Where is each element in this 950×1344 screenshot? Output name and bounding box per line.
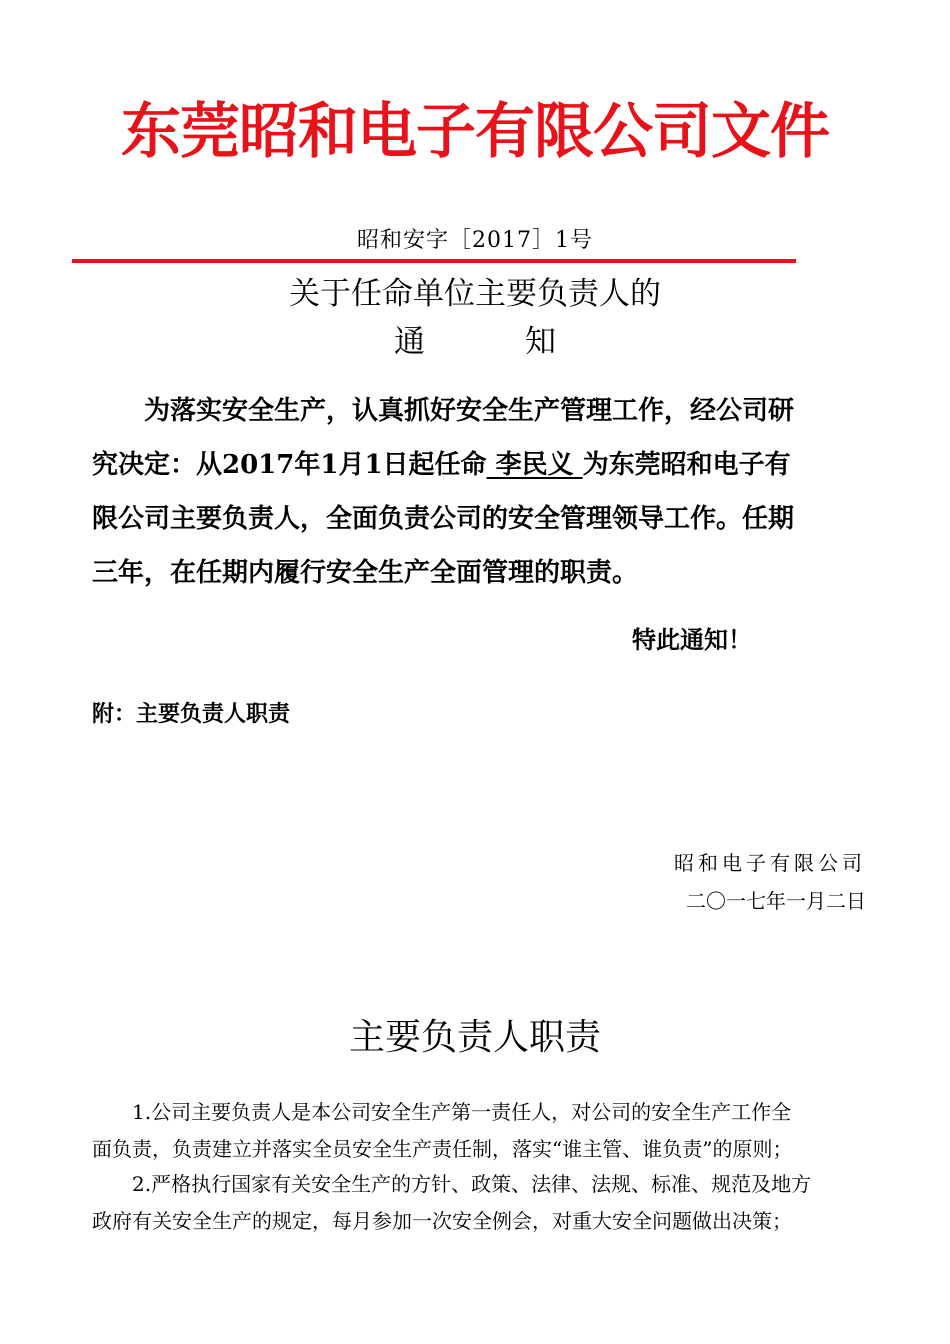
signer-company: 昭和电子有限公司 [674, 851, 866, 875]
notice-title-char-1: 通 [394, 324, 425, 360]
duties-title: 主要负责人职责 [348, 1017, 601, 1058]
document-number: 昭和安字［2017］1号 [357, 228, 593, 253]
notice-body-line: 三年，在任期内履行安全生产全面管理的职责。 [92, 558, 639, 588]
notice-title: 关于任命单位主要负责人的 [289, 276, 661, 312]
sign-date: 二〇一七年一月二日 [686, 889, 866, 913]
document-header-title: 东莞昭和电子有限公司文件 [121, 97, 829, 167]
attachment-note: 附：主要负责人职责 [92, 701, 291, 727]
notice-title-char-2: 知 [525, 324, 556, 360]
notice-closing: 特此通知！ [632, 625, 752, 654]
duty-item-line: 1.公司主要负责人是本公司安全生产第一责任人，对公司的安全生产工作全 [132, 1100, 792, 1124]
duty-item-line: 面负责，负责建立并落实全员安全生产责任制，落实“谁主管、谁负责”的原则； [92, 1137, 793, 1161]
red-divider [72, 259, 796, 263]
duty-item-line: 政府有关安全生产的规定，每月参加一次安全例会，对重大安全问题做出决策； [92, 1209, 792, 1233]
notice-body-line: 为落实安全生产，认真抓好安全生产管理工作，经公司研 [144, 396, 795, 426]
duty-item-line: 2.严格执行国家有关安全生产的方针、政策、法律、法规、标准、规范及地方 [132, 1172, 812, 1196]
notice-body-line: 限公司主要负责人，全面负责公司的安全管理领导工作。任期 [92, 504, 795, 534]
notice-body-line: 究决定：从2017年1月1日起任命 李民义 为东莞昭和电子有 [92, 450, 791, 480]
notice-title-tongzhi [0, 322, 950, 362]
appointee-name: 李民义 [486, 450, 583, 480]
